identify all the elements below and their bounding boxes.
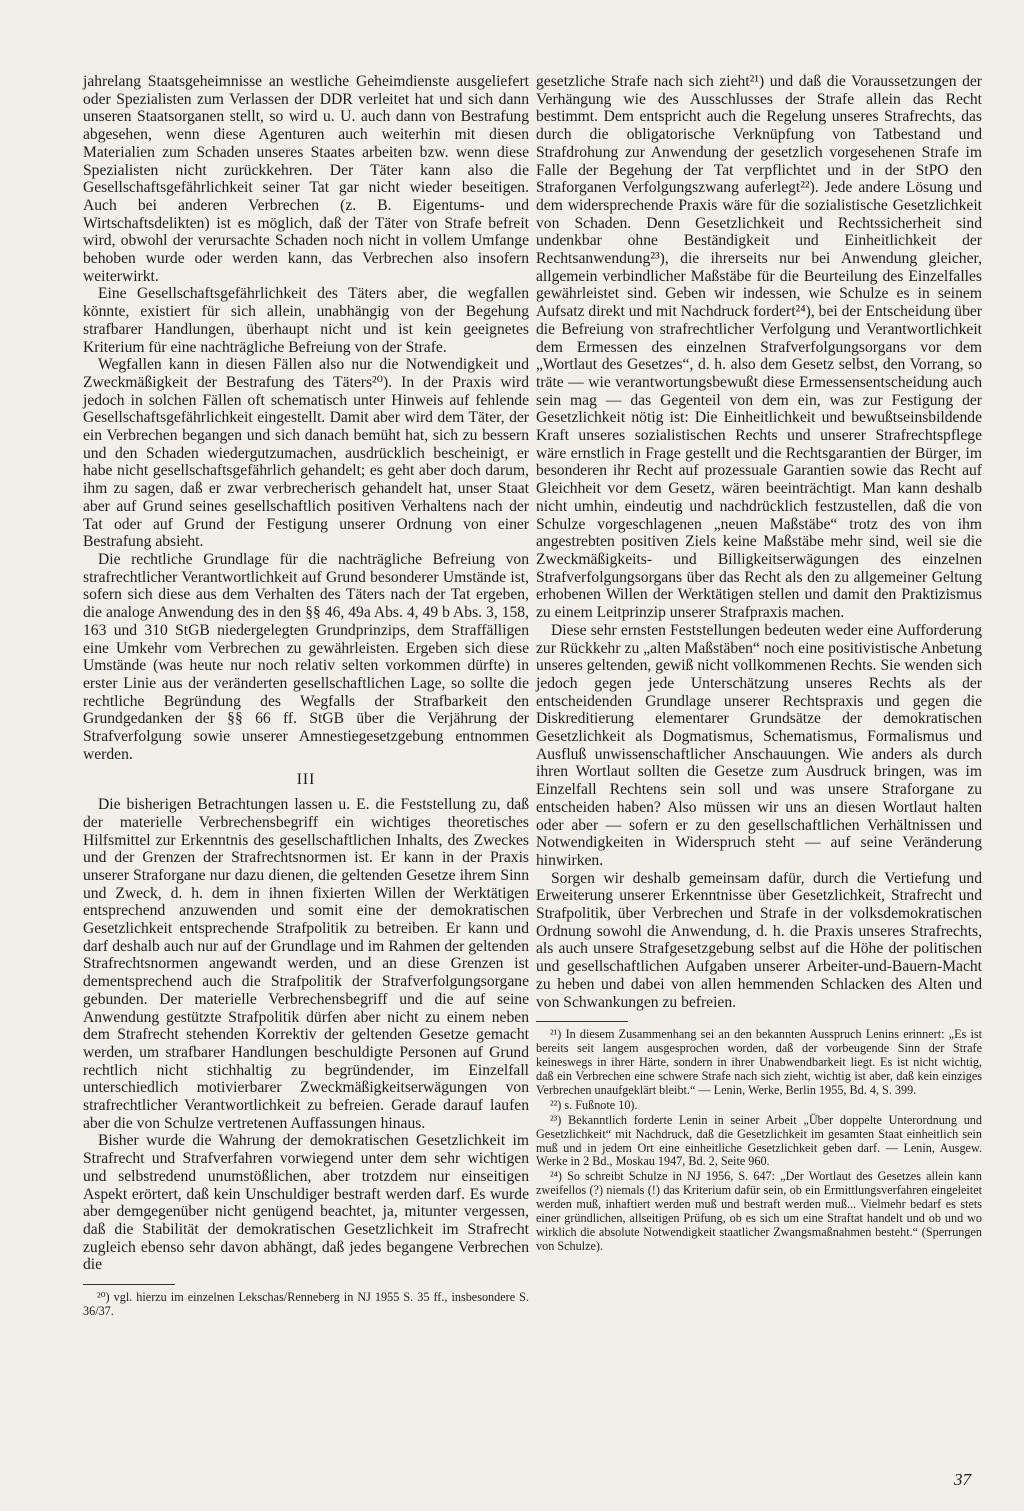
paragraph: Die bisherigen Betrachtungen lassen u. E. die Feststellung zu, daß der materielle Verbrechensbegriff ein wichtiges theoretisches Hilfsmittel zur Erkenntnis des gesellschaftlichen Inhalts, des Zweckes und der Grenzen der Strafrechtsnormen ist. Er kann in der Praxis unserer Straforgane nur dazu dienen, die geltenden Gesetze ihrem Sinn und Zweck, d. h. dem in ihnen fixierten Willen der Werktätigen entsprechend anzuwenden und somit eine der demokratischen Gesetzlichkeit entsprechende Strafpolitik zu betreiben. Er kann und darf deshalb auch nur auf der Grundlage und im Rahmen der geltenden Strafrechtsnormen angewandt werden, und an diese Grenzen ist dementsprechend auch die Strafpolitik der Strafverfolgungsorgane gebunden. Der materielle Verbrechensbegriff und die auf seine Anwendung gestützte Strafpolitik dürfen aber nicht zu einem neben dem Strafrecht stehenden Korrektiv der geltenden Gesetze gemacht werden, um strafbarer Handlungen beschuldigte Personen auf Grund rechtlich nicht stichhaltig zu begründender, im Einzelfall unterschiedlich motivierbarer Zweckmäßigkeitserwägungen von strafrechtlicher Verantwortlichkeit zu befreien. Gerade darauf laufen aber die von Schulze vertretenen Auffassungen hinaus. — [83, 796, 529, 1132]
footnote: ²³) Bekanntlich forderte Lenin in seiner Arbeit „Über doppelte Unterordnung und Gesetzlichkeit“ mit Nachdruck, daß die Gesetzlichkeit im gesamten Staat einheitlich sein muß und in jedem Ort eine einheitliche Gesetzlichkeit geben darf. — Lenin, Ausgew. Werke in 2 Bd., Moskau 1947, Bd. 2, Seite 960. — [536, 1112, 982, 1169]
paragraph: Die rechtliche Grundlage für die nachträgliche Befreiung von strafrechtlicher Verantwortlichkeit auf Grund besonderer Umstände ist, sofern sich diese aus dem Verhalten des Täters nach der Tat ergeben, die analoge Anwendung des in den §§ 46, 49a Abs. 4, 49 b Abs. 3, 158, 163 und 310 StGB niedergelegten Grundprinzips, dem Straffälligen eine Umkehr vom Verbrechen zu gewährleisten. Ergeben sich diese Umstände (was heute nur noch relativ selten vorkommen dürfte) in erster Linie aus der veränderten gesellschaftlichen Lage, so sollte die rechtliche Begründung des Wegfalls der Strafbarkeit den Grundgedanken der §§ 66 ff. StGB über die Verjährung der Strafverfolgung sowie unserer Amnestiegesetzgebung entnommen werden. — [83, 550, 529, 763]
section-heading: III — [296, 771, 316, 789]
footnote: ²⁰) vgl. hierzu im einzelnen Lekschas/Renneberg in NJ 1955 S. 35 ff., insbesondere S. 36/37. — [83, 1290, 529, 1319]
footnotes — [536, 1028, 982, 1254]
paragraph: Bisher wurde die Wahrung der demokratischen Gesetzlichkeit im Strafrecht und Strafverfahren vorwiegend unter dem sehr wichtigen und selbstredend unumstößlichen, aber trotzdem nur einseitigen Aspekt erörtert, daß kein Unschuldiger bestraft werden darf. Es wurde aber demgegenüber nicht genügend beachtet, ja, mitunter vergessen, daß die Stabilität der demokratischen Gesetzlichkeit im Strafrecht zugleich ebenso sehr davon abhängt, daß jedes begangene Verbrechen die — [83, 1132, 529, 1274]
footnote: ²¹) In diesem Zusammenhang sei an den bekannten Ausspruch Lenins erinnert: „Es ist bereits seit langem ausgesprochen worden, daß der vorbeugende Sinn der Strafe keineswegs in ihrer Härte, sondern in ihrer Unabwendbarkeit liegt. Es ist nicht wichtig, daß ein Verbrechen eine schwere Strafe nach sich zieht, wichtig ist aber, daß kein einziges Verbrechen unaufgeklärt bleibt.“ — Lenin, Werke, Berlin 1955, Bd. 4, S. 399. — [536, 1027, 982, 1097]
footnote-divider — [83, 1284, 175, 1285]
paragraph: Diese sehr ernsten Feststellungen bedeuten weder eine Aufforderung zur Rückkehr zu „alten Maßstäben“ noch eine positivistische Anbetung unseres geltenden, gewiß nicht vollkommenen Rechts. Sie wenden sich jedoch gegen jede Unterschätzung unseres Rechts als der entscheidenden Grundlage unserer Rechtspraxis und gegen die Diskreditierung elementarer Grundsätze der demokratischen Gesetzlichkeit als Dogmatismus, Schematismus, Formalismus und Ausfluß unwissenschaftlicher Anschauungen. Wie anders als durch ihren Wortlaut sollten die Gesetze zum Ausdruck bringen, was im Einzelfall Rechtens sein soll und was unsere Straforgane zu entscheiden haben? Also müssen wir uns an diesen Wortlaut halten oder aber — sofern er zu den gesellschaftlichen Verhältnissen und Notwendigkeiten in Widerspruch steht — auf seine Veränderung hinwirken. — [536, 621, 982, 869]
paragraph: Eine Gesellschaftsgefährlichkeit des Täters aber, die wegfallen könnte, existiert für sich allein, unabhängig von der Begehung strafbarer Handlungen, überhaupt nicht und ist kein geeignetes Kriterium für eine nachträgliche Befreiung von der Strafe. — [83, 285, 529, 356]
footnote: ²²) s. Fußnote 10). — [550, 1097, 638, 1112]
page-number: 37 — [954, 1470, 971, 1489]
footnotes — [83, 1291, 529, 1319]
footnote: ²⁴) So schreibt Schulze in NJ 1956, S. 647: „Der Wortlaut des Gesetzes allein kann zweifellos (?) niemals (!) das Kriterium dafür sein, ob ein Ermittlungsverfahren eingeleitet werden muß, inhaftiert werden muß und bestraft werden muß... Vielmehr bedarf es stets einer gründlichen, allseitigen Prüfung, ob es sich um eine Straftat handelt und ob und wo wirklich die absolute Notwendigkeit staatlicher Zwangsmaßnahmen besteht.“ (Sperrungen von Schulze). — [536, 1169, 982, 1253]
left-column — [83, 73, 529, 1319]
right-column — [536, 73, 982, 1254]
paragraph: Wegfallen kann in diesen Fällen also nur die Notwendigkeit und Zweckmäßigkeit der Bestrafung des Täters²⁰). In der Praxis wird jedoch in solchen Fällen oft schematisch unter Hinweis auf fehlende Gesellschaftsgefährlichkeit eingestellt. Damit aber wird dem Täter, der ein Verbrechen begangen und sich danach bemüht hat, sich zu bessern und den Schaden wiedergutzumachen, ausdrücklich bescheinigt, er habe nicht gesellschaftsgefährlich gehandelt; es geht aber doch darum, ihm zu sagen, daß er zwar verbrecherisch gehandelt hat, unser Staat aber auf Grund seines gesellschaftlich positiven Verhaltens nach der Tat oder auf Grund der Festigung unserer Ordnung von einer Bestrafung absieht. — [83, 356, 529, 551]
paragraph: gesetzliche Strafe nach sich zieht²¹) und daß die Voraussetzungen der Verhängung wie des Ausschlusses der Strafe allein das Recht bestimmt. Dem entspricht auch die Regelung unseres Strafrechts, das durch die obligatorische Verknüpfung von Tatbestand und Strafdrohung zur Anwendung der gesetzlich vorgesehenen Strafe im Falle der Begehung der Tat verpflichtet und in der StPO den Straforganen Verfolgungszwang auferlegt²²). Jede andere Lösung und dem widersprechende Praxis wäre für die sozialistische Gesetzlichkeit von Schaden. Denn Gesetzlichkeit und Rechtssicherheit sind undenkbar ohne Beständigkeit und Einheitlichkeit der Rechtsanwendung²³), die ihrerseits nur bei Anwendung gleicher, allgemein verbindlicher Maßstäbe für die Beurteilung des Einzelfalles gewährleistet sind. Geben wir indessen, wie Schulze es in seinem Aufsatz direkt und mit Nachdruck fordert²⁴), bei der Entscheidung über die Befreiung von strafrechtlicher Verfolgung und Verantwortlichkeit dem Ermessen des einzelnen Strafverfolgungsorgans vor dem „Wortlaut des Gesetzes“, d. h. also dem Gesetz selbst, den Vorrang, so träte — wie verantwortungsbewußt diese Ermessensentscheidung auch sein mag — das Gegenteil von dem ein, was zur Festigung der Gesetzlichkeit nötig ist: Die Einheitlichkeit und bewußtseinsbildende Kraft unseres sozialistischen Rechts und unserer Strafrechtspflege wäre ernstlich in Frage gestellt und die Rechtsgarantien der Bürger, im besonderen ihr Recht auf prozessuale Garantien sowie das Recht auf Gleichheit vor dem Gesetz, wären beeinträchtigt. Man kann deshalb nicht umhin, eindeutig und nachdrücklich festzustellen, daß die von Schulze vorgeschlagenen „neuen Maßstäbe“ trotz des von ihm angestrebten positiven Ziels keine Maßstäbe mehr sind, weil sie die Zweckmäßigkeits- und Billigkeitserwägungen des einzelnen Strafverfolgungsorgans über das Recht als den zu allgemeiner Geltung erhobenen Willen der Werktätigen stellen und damit den Praktizismus zu einem Leitprinzip unserer Strafpraxis machen. — [536, 73, 982, 622]
footnote-divider — [536, 1021, 628, 1022]
paragraph: Sorgen wir deshalb gemeinsam dafür, durch die Vertiefung und Erweiterung unserer Erkenntnisse über Gesetzlichkeit, Strafrecht und Strafpolitik, über Verbrechen und Strafe in der volksdemokratischen Ordnung sowohl die Anwendung, d. h. die Praxis unseres Strafrechts, als auch unsere Strafgesetzgebung selbst auf die Höhe der politischen und gesellschaftlichen Aufgaben unserer Arbeiter-und-Bauern-Macht zu heben und dabei von allen hemmenden Schlacken des Alten und von Schwankungen zu befreien. — [536, 869, 982, 1011]
paragraph: jahrelang Staatsgeheimnisse an westliche Geheimdienste ausgeliefert oder Spezialisten zum Verlassen der DDR verleitet hat und sich dann unseren Staatsorganen stellt, so wird u. U. auch dann von Bestrafung abgesehen, wenn diese Agenturen auch weiterhin mit diesen Materialien zum Schaden unseres Staates arbeiten bzw. wenn diese Spezialisten nicht zurückkehren. Der Täter kann also die Gesellschaftsgefährlichkeit seiner Tat gar nicht wieder beseitigen. Auch bei anderen Verbrechen (z. B. Eigentums- und Wirtschaftsdelikten) ist es möglich, daß der Täter von Strafe befreit wird, obwohl der verursachte Schaden noch nicht in vollem Umfange behoben wurde oder werden kann, das Verbrechen also insofern weiterwirkt. — [83, 73, 529, 285]
